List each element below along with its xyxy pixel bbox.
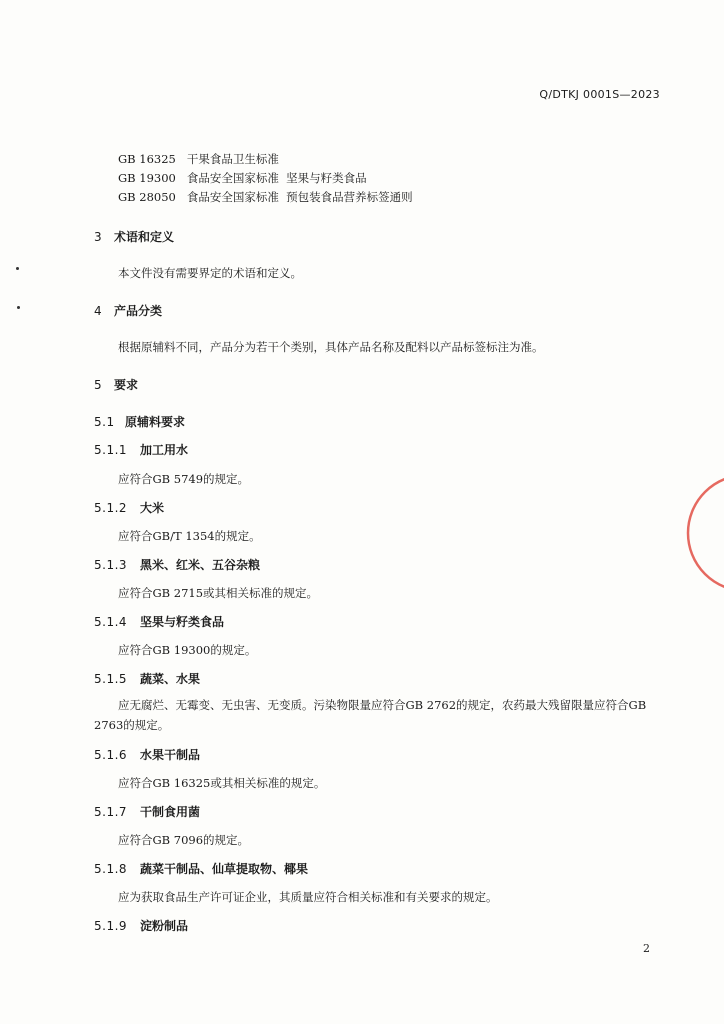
clause-title: 干制食用菌: [140, 805, 201, 819]
scan-dot: [16, 267, 19, 270]
subsection-heading-5-1: [94, 413, 185, 430]
clause-number: 5.1.8: [94, 862, 128, 876]
clause-number: 5.1.2: [94, 501, 128, 515]
clause-heading: [94, 860, 308, 877]
clause-heading: [94, 613, 224, 630]
page-number: 2: [643, 942, 650, 955]
clause-number: 5.1.6: [94, 748, 128, 762]
clause-text: 应符合GB 16325或其相关标准的规定。: [118, 776, 326, 790]
clause-title: 加工用水: [140, 443, 189, 457]
reference-title: 食品安全国家标准 预包装食品营养标签通则: [186, 190, 413, 204]
clause-title: 水果干制品: [140, 748, 201, 762]
reference-line: [118, 151, 279, 167]
reference-title: 食品安全国家标准 坚果与籽类食品: [186, 171, 367, 185]
section-title: 要求: [114, 378, 139, 392]
clause-title: 蔬菜干制品、仙草提取物、椰果: [140, 862, 309, 876]
clause-heading: [94, 917, 188, 934]
reference-code: GB 28050: [118, 190, 176, 204]
clause-title: 大米: [140, 501, 165, 515]
section-title: 产品分类: [114, 304, 163, 318]
reference-line: [118, 189, 413, 205]
section-heading-4: [94, 302, 162, 319]
clause-text: 应无腐烂、无霉变、无虫害、无变质。污染物限量应符合GB 2762的规定，农药最大残留限量应符合GB 2763的规定。: [94, 698, 647, 732]
section-4-text: 根据原辅料不同，产品分为若干个类别，具体产品名称及配料以产品标签标注为准。: [118, 340, 544, 354]
subsection-title: 原辅料要求: [125, 415, 186, 429]
clause-number: 5.1.1: [94, 443, 128, 457]
clause-text: 应符合GB 5749的规定。: [118, 472, 250, 486]
section-number: 4: [94, 304, 102, 318]
clause-text: 应符合GB/T 1354的规定。: [118, 529, 261, 543]
clause-text: 应符合GB 2715或其相关标准的规定。: [118, 586, 319, 600]
clause-heading: [94, 441, 188, 458]
clause-text: 应符合GB 7096的规定。: [118, 833, 250, 847]
subsection-number: 5.1: [94, 415, 115, 429]
section-title: 术语和定义: [114, 230, 175, 244]
clause-title: 坚果与籽类食品: [140, 615, 225, 629]
clause-title: 蔬菜、水果: [140, 672, 201, 686]
section-number: 3: [94, 230, 102, 244]
reference-code: GB 19300: [118, 171, 176, 185]
clause-number: 5.1.5: [94, 672, 128, 686]
clause-heading: [94, 670, 200, 687]
reference-line: [118, 170, 367, 186]
section-heading-5: [94, 376, 138, 393]
clause-number: 5.1.9: [94, 919, 128, 933]
scan-dot: [17, 306, 20, 309]
clause-title: 淀粉制品: [140, 919, 189, 933]
document-code: Q/DTKJ 0001S—2023: [539, 88, 660, 101]
clause-text: 应为获取食品生产许可证企业，其质量应符合相关标准和有关要求的规定。: [118, 890, 498, 904]
clause-text: 应符合GB 19300的规定。: [118, 643, 257, 657]
red-seal-stamp: [702, 468, 724, 598]
clause-heading: [94, 556, 260, 573]
clause-title: 黑米、红米、五谷杂粮: [140, 558, 261, 572]
section-number: 5: [94, 378, 102, 392]
clause-heading: [94, 803, 200, 820]
clause-heading: [94, 746, 200, 763]
clause-number: 5.1.3: [94, 558, 128, 572]
seal-ring: [688, 475, 724, 591]
clause-heading: [94, 499, 164, 516]
reference-title: 干果食品卫生标准: [186, 152, 279, 166]
reference-code: GB 16325: [118, 152, 176, 166]
clause-number: 5.1.4: [94, 615, 128, 629]
clause-number: 5.1.7: [94, 805, 128, 819]
section-heading-3: [94, 228, 174, 245]
section-3-text: 本文件没有需要界定的术语和定义。: [118, 266, 302, 280]
